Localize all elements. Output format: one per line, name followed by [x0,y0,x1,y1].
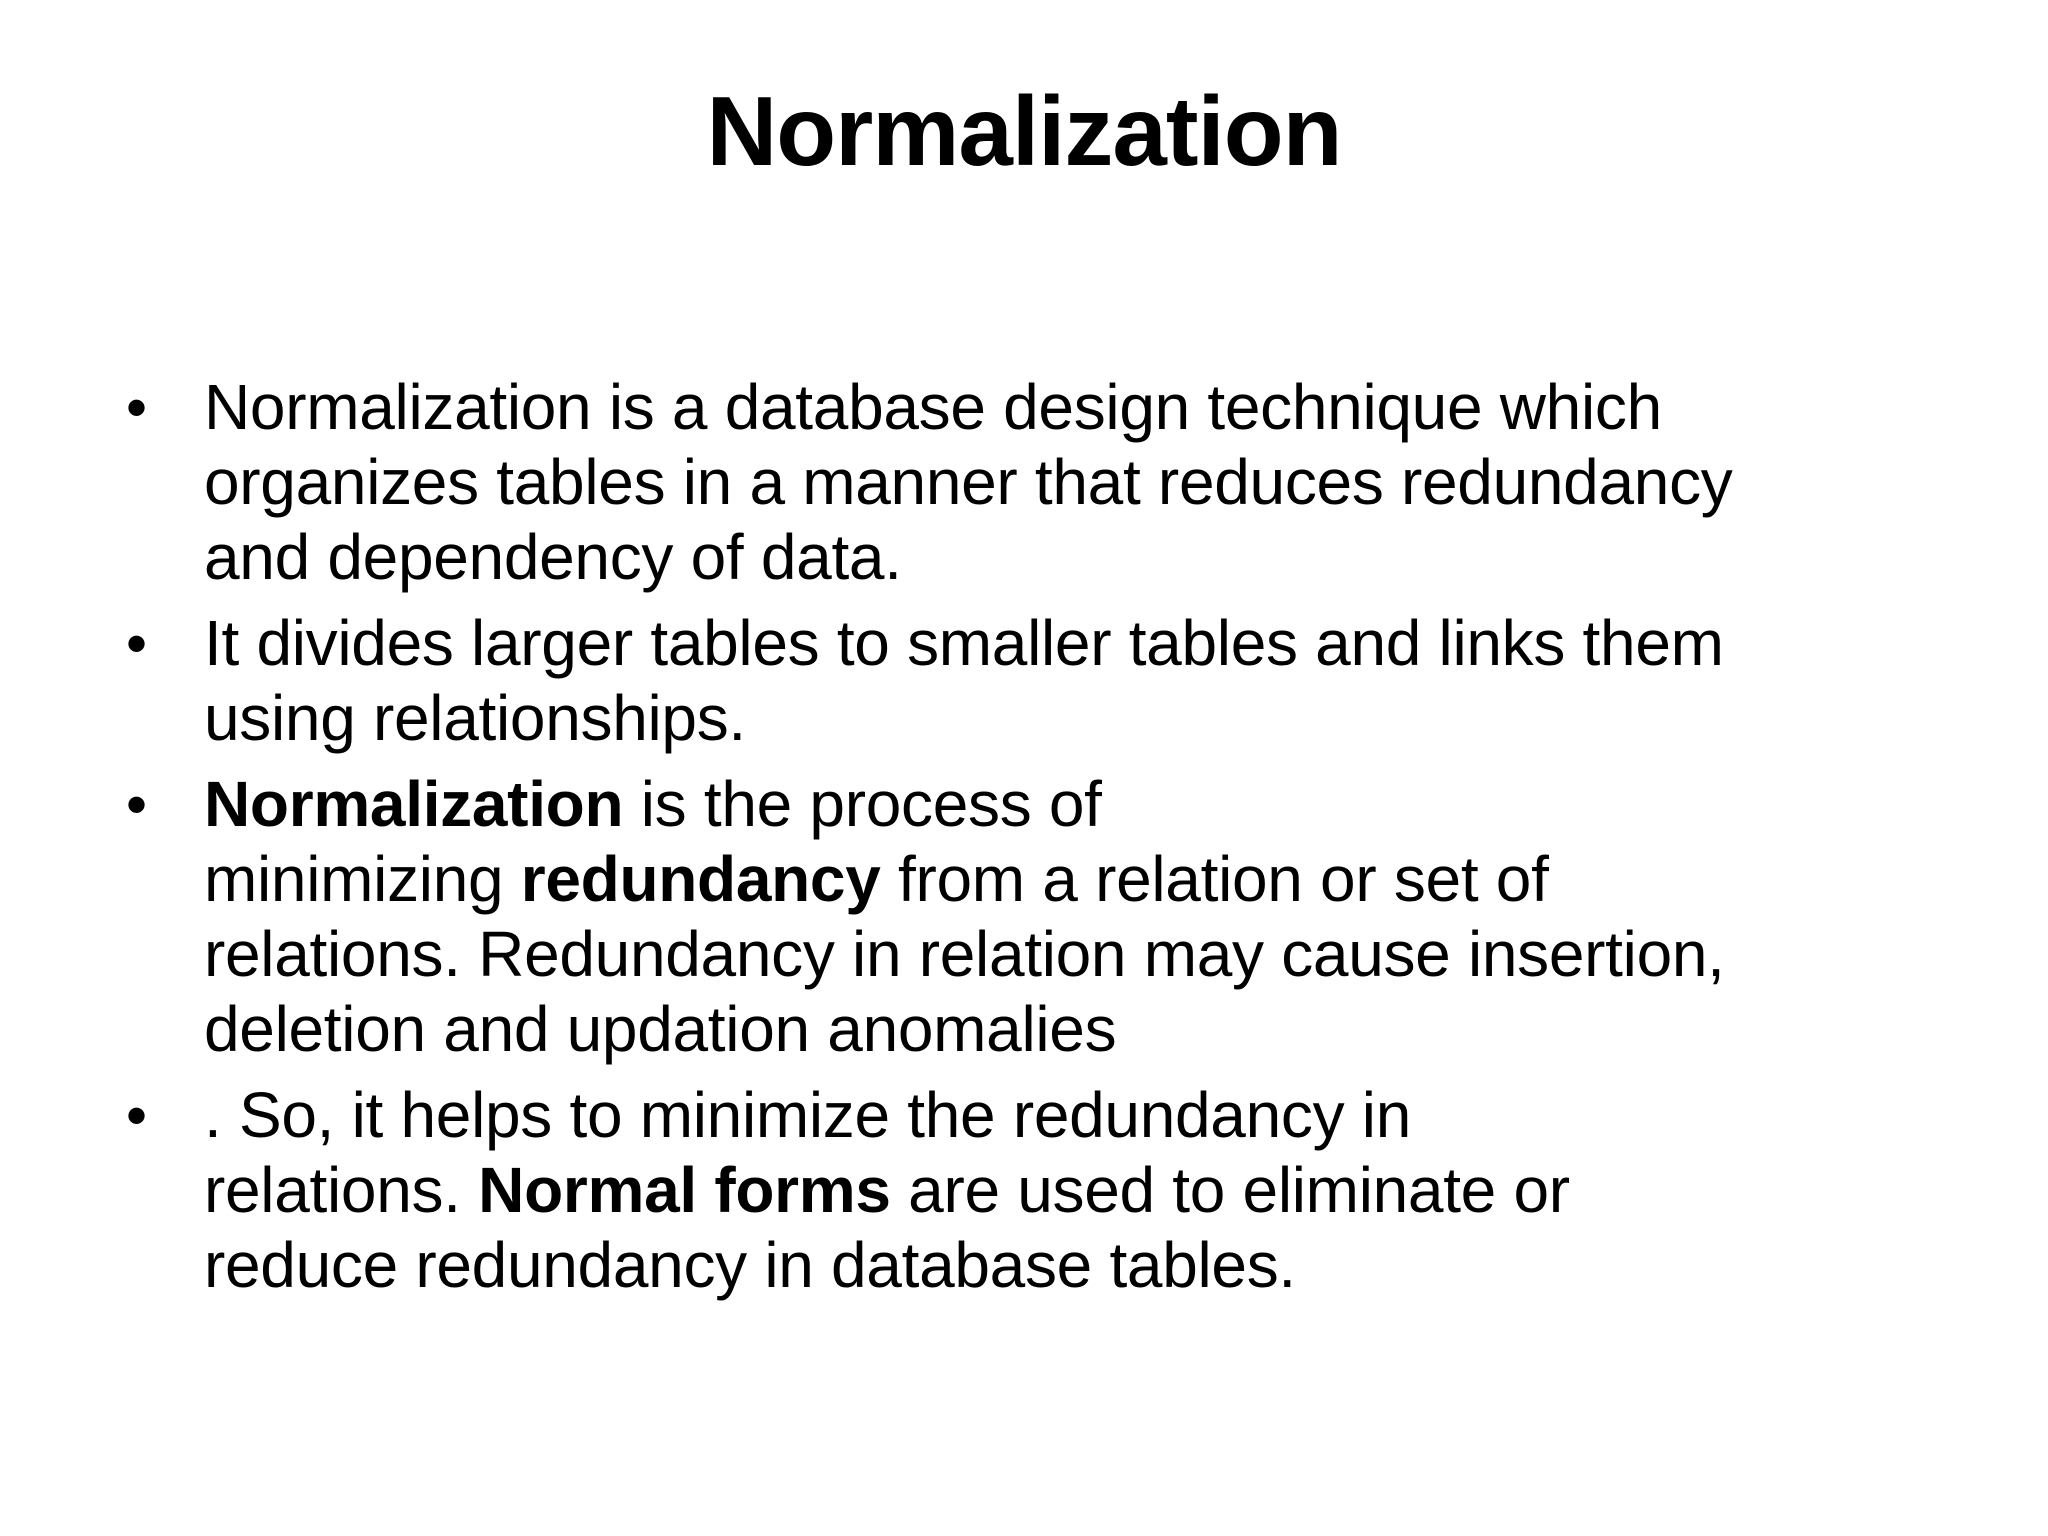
bullet-text: It divides larger tables to smaller tables and links them [204,607,1724,679]
emphasis-text: Normalization [204,768,624,840]
bullet-text: relations. Redundancy in relation may cause insertion, [204,918,1725,990]
bullet-icon: • [126,1082,147,1149]
bullet-text: relations. [204,1154,479,1226]
bullet-text-line [204,992,1958,1067]
bullet-text-line [204,1228,1958,1303]
bullet-item-normal-forms [118,1078,1958,1303]
bullet-text-line [204,520,1958,595]
bullet-text: is the process of [623,768,1102,840]
bullet-icon: • [126,771,147,838]
bullet-text-line [204,606,1958,681]
bullet-text: Normalization is a database design technique which [204,371,1662,443]
bullet-item-definition [118,370,1958,595]
bullet-text-line [204,370,1958,445]
bullet-icon: • [126,610,147,677]
bullet-text: from a relation or set of [880,843,1549,915]
slide-title: Normalization [706,76,1342,186]
bullet-text: organizes tables in a manner that reduces redundancy [204,446,1733,518]
bullet-text: minimizing [204,843,521,915]
bullet-item-minimizing-redundancy [118,767,1958,1067]
bullet-text: deletion and updation anomalies [204,993,1117,1065]
bullet-icon: • [126,374,147,441]
bullet-item-divides-tables [118,606,1958,756]
bullet-text-line [204,445,1958,520]
bullet-text-line [204,842,1958,917]
bullet-text-line [204,767,1958,842]
bullet-text-line [204,917,1958,992]
emphasis-text: Normal forms [478,1154,891,1226]
bullet-list [118,370,1958,1314]
bullet-text-line [204,1078,1958,1153]
bullet-text-line [204,1153,1958,1228]
bullet-text: and dependency of data. [204,521,902,593]
bullet-text-line [204,681,1958,756]
bullet-text: are used to eliminate or [890,1154,1570,1226]
bullet-text: reduce redundancy in database tables. [204,1229,1296,1301]
bullet-text: . So, it helps to minimize the redundancy in [204,1079,1411,1151]
emphasis-text: redundancy [520,843,881,915]
bullet-text: using relationships. [204,682,746,754]
